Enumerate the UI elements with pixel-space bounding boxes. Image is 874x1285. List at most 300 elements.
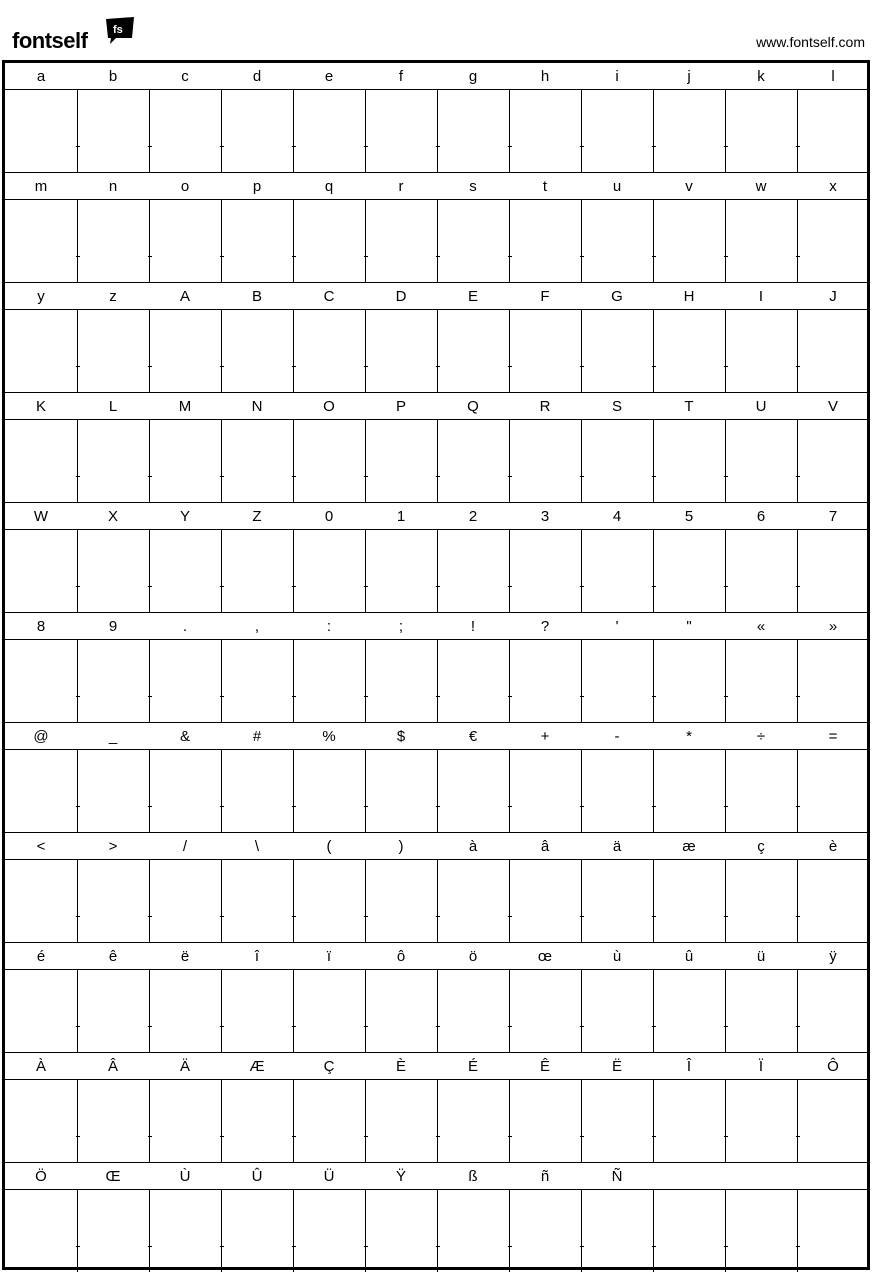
glyph-drawing-box[interactable] [797, 860, 869, 942]
baseline-tick [508, 1246, 512, 1247]
glyph-label: h [540, 68, 550, 85]
glyph-label: ÷ [756, 728, 766, 745]
glyph-drawing-box[interactable] [653, 310, 725, 392]
glyph-drawing-box[interactable] [437, 420, 509, 502]
glyph-drawing-box[interactable] [797, 200, 869, 282]
glyph-label: V [827, 398, 838, 415]
glyph-drawing-box[interactable] [437, 310, 509, 392]
glyph-drawing-box[interactable] [581, 90, 653, 172]
glyph-drawing-box[interactable] [77, 1080, 149, 1162]
glyph-drawing-box[interactable] [725, 530, 797, 612]
glyph-drawing-box[interactable] [509, 860, 581, 942]
baseline-tick [508, 256, 512, 257]
glyph-label: Ñ [611, 1168, 623, 1185]
glyph-label: » [828, 618, 838, 635]
glyph-drawing-box[interactable] [509, 1190, 581, 1272]
glyph-drawing-box[interactable] [725, 970, 797, 1052]
glyph-drawing-box[interactable] [293, 310, 365, 392]
glyph-drawing-box[interactable] [365, 1080, 437, 1162]
baseline-tick [76, 806, 80, 807]
baseline-tick [220, 1026, 224, 1027]
glyph-drawing-box[interactable] [5, 1080, 77, 1162]
baseline-tick [220, 696, 224, 697]
glyph-label: & [179, 728, 190, 745]
glyph-drawing-box[interactable] [725, 1080, 797, 1162]
glyph-label: I [758, 288, 764, 305]
glyph-box-strip [5, 420, 867, 503]
glyph-drawing-box[interactable] [5, 530, 77, 612]
glyph-label: : [326, 618, 332, 635]
baseline-tick [364, 256, 368, 257]
glyph-label: z [109, 288, 117, 305]
glyph-drawing-box[interactable] [293, 860, 365, 942]
glyph-drawing-box[interactable] [221, 970, 293, 1052]
glyph-row [5, 832, 867, 942]
baseline-tick [76, 1136, 80, 1137]
glyph-label: 5 [684, 508, 694, 525]
glyph-drawing-box[interactable] [581, 750, 653, 832]
baseline-tick [580, 256, 584, 257]
glyph-box-strip [5, 970, 867, 1053]
glyph-drawing-box[interactable] [581, 530, 653, 612]
glyph-label-strip [5, 722, 867, 750]
glyph-label-strip [5, 612, 867, 640]
glyph-label: . [182, 618, 188, 635]
glyph-drawing-box[interactable] [797, 640, 869, 722]
glyph-label: Ê [539, 1058, 550, 1075]
baseline-tick [220, 366, 224, 367]
glyph-drawing-box[interactable] [221, 860, 293, 942]
baseline-tick [580, 806, 584, 807]
glyph-label: f [398, 68, 404, 85]
glyph-drawing-box[interactable] [149, 200, 221, 282]
glyph-label: o [180, 178, 190, 195]
glyph-label: ë [180, 948, 190, 965]
baseline-tick [148, 146, 152, 147]
glyph-template-grid [2, 60, 870, 1270]
glyph-label: € [468, 728, 478, 745]
glyph-label: Ï [758, 1058, 764, 1075]
glyph-label-strip [5, 832, 867, 860]
glyph-drawing-box[interactable] [365, 640, 437, 722]
glyph-label: P [395, 398, 406, 415]
glyph-label: Ö [35, 1168, 47, 1185]
glyph-label: É [467, 1058, 478, 1075]
glyph-label: < [36, 838, 46, 855]
glyph-label: é [36, 948, 46, 965]
baseline-tick [76, 476, 80, 477]
glyph-drawing-box[interactable] [77, 750, 149, 832]
glyph-drawing-box[interactable] [5, 860, 77, 942]
baseline-tick [364, 916, 368, 917]
baseline-tick [580, 1246, 584, 1247]
glyph-label: 7 [828, 508, 838, 525]
glyph-drawing-box[interactable] [509, 1080, 581, 1162]
glyph-label: j [687, 68, 691, 85]
glyph-drawing-box[interactable] [509, 310, 581, 392]
glyph-drawing-box[interactable] [221, 200, 293, 282]
glyph-drawing-box[interactable] [437, 970, 509, 1052]
glyph-drawing-box[interactable] [509, 420, 581, 502]
glyph-label: 2 [468, 508, 478, 525]
glyph-drawing-box[interactable] [77, 530, 149, 612]
glyph-drawing-box[interactable] [581, 1190, 653, 1272]
glyph-label: 8 [36, 618, 46, 635]
glyph-label: @ [33, 728, 49, 745]
glyph-drawing-box[interactable] [5, 1190, 77, 1272]
page-header [0, 0, 874, 60]
glyph-drawing-box[interactable] [437, 200, 509, 282]
glyph-label: ù [612, 948, 622, 965]
glyph-label: R [539, 398, 551, 415]
glyph-drawing-box[interactable] [509, 750, 581, 832]
baseline-tick [220, 916, 224, 917]
glyph-drawing-box[interactable] [77, 1190, 149, 1272]
baseline-tick [652, 1026, 656, 1027]
site-url[interactable]: www.fontself.com [756, 34, 865, 50]
glyph-label-strip [5, 62, 867, 90]
baseline-tick [796, 586, 800, 587]
glyph-drawing-box[interactable] [221, 1190, 293, 1272]
glyph-drawing-box[interactable] [437, 530, 509, 612]
glyph-drawing-box[interactable] [509, 200, 581, 282]
glyph-drawing-box[interactable] [581, 860, 653, 942]
glyph-label: t [542, 178, 548, 195]
baseline-tick [652, 146, 656, 147]
glyph-label: l [831, 68, 835, 85]
glyph-drawing-box[interactable] [5, 90, 77, 172]
glyph-drawing-box[interactable] [5, 640, 77, 722]
glyph-row [5, 1162, 867, 1272]
glyph-drawing-box[interactable] [221, 420, 293, 502]
baseline-tick [724, 256, 728, 257]
glyph-label: Q [467, 398, 479, 415]
glyph-drawing-box[interactable] [653, 640, 725, 722]
baseline-tick [580, 586, 584, 587]
glyph-row [5, 282, 867, 392]
glyph-label: æ [682, 838, 696, 855]
glyph-drawing-box[interactable] [365, 1190, 437, 1272]
glyph-drawing-box[interactable] [365, 200, 437, 282]
glyph-label: = [828, 728, 838, 745]
glyph-label: H [683, 288, 695, 305]
baseline-tick [796, 366, 800, 367]
glyph-drawing-box[interactable] [149, 90, 221, 172]
glyph-drawing-box[interactable] [365, 530, 437, 612]
baseline-tick [724, 696, 728, 697]
glyph-box-strip [5, 640, 867, 723]
glyph-drawing-box[interactable] [5, 420, 77, 502]
glyph-drawing-box[interactable] [293, 200, 365, 282]
glyph-drawing-box[interactable] [797, 750, 869, 832]
glyph-label: J [829, 288, 837, 305]
baseline-tick [220, 146, 224, 147]
baseline-tick [76, 696, 80, 697]
baseline-tick [724, 1136, 728, 1137]
glyph-label: U [755, 398, 767, 415]
glyph-label: X [107, 508, 118, 525]
glyph-drawing-box[interactable] [653, 1080, 725, 1162]
glyph-label: n [108, 178, 118, 195]
baseline-tick [148, 1136, 152, 1137]
glyph-drawing-box[interactable] [77, 200, 149, 282]
baseline-tick [580, 1026, 584, 1027]
glyph-drawing-box[interactable] [365, 860, 437, 942]
glyph-drawing-box[interactable] [365, 90, 437, 172]
glyph-drawing-box[interactable] [293, 640, 365, 722]
glyph-drawing-box[interactable] [437, 860, 509, 942]
baseline-tick [508, 696, 512, 697]
baseline-tick [580, 366, 584, 367]
glyph-drawing-box[interactable] [221, 530, 293, 612]
glyph-drawing-box[interactable] [509, 970, 581, 1052]
baseline-tick [436, 256, 440, 257]
glyph-drawing-box[interactable] [581, 200, 653, 282]
glyph-label: Ü [323, 1168, 335, 1185]
glyph-drawing-box[interactable] [797, 1190, 869, 1272]
glyph-drawing-box[interactable] [725, 750, 797, 832]
glyph-label: Î [686, 1058, 692, 1075]
glyph-drawing-box[interactable] [725, 1190, 797, 1272]
glyph-label: y [37, 288, 45, 305]
baseline-tick [652, 1136, 656, 1137]
glyph-drawing-box[interactable] [653, 420, 725, 502]
glyph-drawing-box[interactable] [221, 90, 293, 172]
baseline-tick [76, 366, 80, 367]
glyph-drawing-box[interactable] [365, 970, 437, 1052]
glyph-label: Ù [179, 1168, 191, 1185]
glyph-drawing-box[interactable] [653, 970, 725, 1052]
glyph-drawing-box[interactable] [293, 530, 365, 612]
baseline-tick [436, 1136, 440, 1137]
glyph-drawing-box[interactable] [293, 90, 365, 172]
glyph-label: m [34, 178, 48, 195]
glyph-drawing-box[interactable] [797, 310, 869, 392]
glyph-drawing-box[interactable] [149, 310, 221, 392]
glyph-drawing-box[interactable] [581, 420, 653, 502]
glyph-box-strip [5, 310, 867, 393]
baseline-tick [220, 586, 224, 587]
glyph-drawing-box[interactable] [365, 310, 437, 392]
glyph-drawing-box[interactable] [581, 970, 653, 1052]
glyph-label: a [36, 68, 46, 85]
glyph-label: Ä [179, 1058, 190, 1075]
glyph-label: x [829, 178, 837, 195]
baseline-tick [292, 1246, 296, 1247]
glyph-label: + [540, 728, 550, 745]
glyph-label-strip [5, 502, 867, 530]
glyph-drawing-box[interactable] [293, 1190, 365, 1272]
baseline-tick [724, 1026, 728, 1027]
glyph-drawing-box[interactable] [77, 420, 149, 502]
glyph-label: Û [251, 1168, 263, 1185]
glyph-drawing-box[interactable] [437, 90, 509, 172]
baseline-tick [580, 476, 584, 477]
baseline-tick [148, 696, 152, 697]
glyph-drawing-box[interactable] [725, 860, 797, 942]
baseline-tick [220, 476, 224, 477]
glyph-drawing-box[interactable] [725, 200, 797, 282]
glyph-drawing-box[interactable] [725, 310, 797, 392]
glyph-drawing-box[interactable] [653, 1190, 725, 1272]
glyph-drawing-box[interactable] [5, 310, 77, 392]
glyph-label: ! [470, 618, 476, 635]
glyph-drawing-box[interactable] [221, 640, 293, 722]
glyph-drawing-box[interactable] [293, 1080, 365, 1162]
baseline-tick [796, 476, 800, 477]
glyph-drawing-box[interactable] [509, 530, 581, 612]
glyph-label: À [35, 1058, 46, 1075]
baseline-tick [364, 586, 368, 587]
glyph-label: F [540, 288, 550, 305]
glyph-drawing-box[interactable] [725, 90, 797, 172]
baseline-tick [796, 916, 800, 917]
glyph-box-strip [5, 1080, 867, 1163]
glyph-drawing-box[interactable] [797, 420, 869, 502]
baseline-tick [364, 1136, 368, 1137]
baseline-tick [148, 1246, 152, 1247]
glyph-drawing-box[interactable] [221, 1080, 293, 1162]
glyph-drawing-box[interactable] [149, 750, 221, 832]
glyph-drawing-box[interactable] [653, 750, 725, 832]
glyph-drawing-box[interactable] [5, 970, 77, 1052]
glyph-label: w [755, 178, 767, 195]
glyph-label: ÿ [829, 948, 837, 965]
glyph-box-strip [5, 530, 867, 613]
glyph-label: c [181, 68, 189, 85]
glyph-label: g [468, 68, 478, 85]
glyph-row [5, 392, 867, 502]
baseline-tick [508, 586, 512, 587]
glyph-drawing-box[interactable] [149, 640, 221, 722]
glyph-drawing-box[interactable] [581, 1080, 653, 1162]
glyph-drawing-box[interactable] [77, 970, 149, 1052]
baseline-tick [148, 916, 152, 917]
baseline-tick [292, 806, 296, 807]
glyph-drawing-box[interactable] [149, 1190, 221, 1272]
glyph-label: È [395, 1058, 406, 1075]
glyph-drawing-box[interactable] [365, 750, 437, 832]
glyph-box-strip [5, 200, 867, 283]
glyph-drawing-box[interactable] [77, 860, 149, 942]
glyph-drawing-box[interactable] [797, 90, 869, 172]
glyph-label: # [252, 728, 262, 745]
glyph-drawing-box[interactable] [797, 530, 869, 612]
glyph-drawing-box[interactable] [293, 750, 365, 832]
baseline-tick [508, 1026, 512, 1027]
glyph-label: 4 [612, 508, 622, 525]
glyph-label: Ÿ [395, 1168, 406, 1185]
glyph-drawing-box[interactable] [797, 970, 869, 1052]
glyph-label: M [178, 398, 192, 415]
glyph-drawing-box[interactable] [149, 530, 221, 612]
glyph-label: r [398, 178, 404, 195]
baseline-tick [580, 146, 584, 147]
baseline-tick [724, 806, 728, 807]
glyph-label-strip [5, 282, 867, 310]
glyph-label: " [686, 618, 692, 635]
glyph-box-strip [5, 750, 867, 833]
baseline-tick [652, 696, 656, 697]
baseline-tick [76, 916, 80, 917]
glyph-label-strip [5, 172, 867, 200]
glyph-label: v [685, 178, 693, 195]
glyph-label-strip [5, 1052, 867, 1080]
glyph-drawing-box[interactable] [221, 310, 293, 392]
baseline-tick [724, 916, 728, 917]
baseline-tick [76, 1026, 80, 1027]
glyph-drawing-box[interactable] [293, 420, 365, 502]
glyph-drawing-box[interactable] [725, 640, 797, 722]
baseline-tick [652, 806, 656, 807]
baseline-tick [508, 476, 512, 477]
baseline-tick [292, 1026, 296, 1027]
glyph-drawing-box[interactable] [149, 1080, 221, 1162]
baseline-tick [364, 476, 368, 477]
glyph-drawing-box[interactable] [77, 310, 149, 392]
glyph-drawing-box[interactable] [5, 750, 77, 832]
glyph-label: p [252, 178, 262, 195]
glyph-drawing-box[interactable] [509, 90, 581, 172]
glyph-drawing-box[interactable] [437, 640, 509, 722]
glyph-drawing-box[interactable] [365, 420, 437, 502]
glyph-label: \ [254, 838, 260, 855]
glyph-drawing-box[interactable] [149, 420, 221, 502]
glyph-label: > [108, 838, 118, 855]
glyph-label: û [684, 948, 694, 965]
glyph-drawing-box[interactable] [5, 200, 77, 282]
glyph-label: $ [396, 728, 406, 745]
glyph-drawing-box[interactable] [149, 860, 221, 942]
baseline-tick [580, 696, 584, 697]
glyph-drawing-box[interactable] [77, 90, 149, 172]
glyph-drawing-box[interactable] [581, 640, 653, 722]
baseline-tick [436, 1026, 440, 1027]
baseline-tick [796, 256, 800, 257]
glyph-row [5, 942, 867, 1052]
glyph-drawing-box[interactable] [437, 750, 509, 832]
glyph-drawing-box[interactable] [653, 530, 725, 612]
glyph-drawing-box[interactable] [149, 970, 221, 1052]
baseline-tick [436, 1246, 440, 1247]
glyph-drawing-box[interactable] [653, 200, 725, 282]
glyph-drawing-box[interactable] [77, 640, 149, 722]
glyph-label: è [828, 838, 838, 855]
glyph-label: W [33, 508, 49, 525]
baseline-tick [148, 806, 152, 807]
glyph-label: u [612, 178, 622, 195]
glyph-drawing-box[interactable] [509, 640, 581, 722]
glyph-drawing-box[interactable] [293, 970, 365, 1052]
baseline-tick [220, 256, 224, 257]
brand-name: fontself [12, 28, 88, 53]
glyph-drawing-box[interactable] [581, 310, 653, 392]
glyph-label: 3 [540, 508, 550, 525]
glyph-label: N [251, 398, 263, 415]
glyph-drawing-box[interactable] [725, 420, 797, 502]
glyph-drawing-box[interactable] [797, 1080, 869, 1162]
baseline-tick [652, 476, 656, 477]
glyph-label: e [324, 68, 334, 85]
glyph-drawing-box[interactable] [437, 1080, 509, 1162]
baseline-tick [76, 1246, 80, 1247]
glyph-label-strip [5, 942, 867, 970]
glyph-label-strip [5, 1162, 867, 1190]
glyph-drawing-box[interactable] [221, 750, 293, 832]
glyph-drawing-box[interactable] [437, 1190, 509, 1272]
glyph-drawing-box[interactable] [653, 860, 725, 942]
glyph-drawing-box[interactable] [653, 90, 725, 172]
